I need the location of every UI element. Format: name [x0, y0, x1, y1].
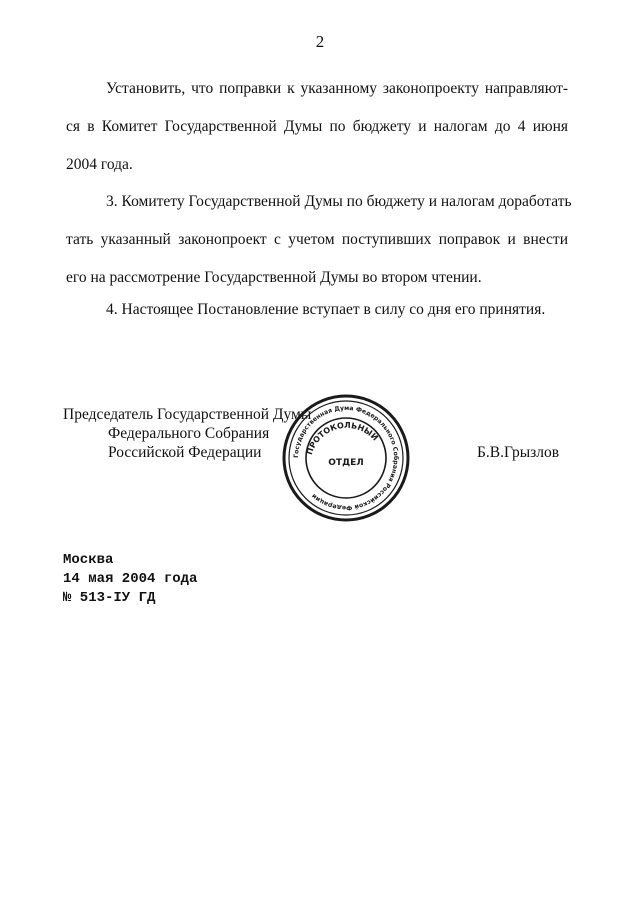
p2-line-3: его на рассмотрение Государственной Думы во втором чтении. — [66, 269, 482, 286]
footer-number: № 513-IУ ГД — [63, 590, 156, 606]
p2-line-1: 3. Комитету Государственной Думы по бюджету и налогам доработать — [106, 193, 572, 210]
seal-outer-text: Государственная Дума Федерального Собрания Российской Федерации — [292, 404, 400, 512]
paragraph-line: 4. Настоящее Постановление вступает в силу со дня его принятия. — [106, 301, 546, 318]
seal-inner-text-1: ПРОТОКОЛЬНЫЙ — [304, 420, 380, 456]
signature-title-line-2: Федерального Собрания — [108, 425, 270, 442]
p2-line-2: тать указанный законопроект с учетом поступивших поправок и внести — [66, 231, 568, 248]
paragraph-line — [66, 269, 568, 287]
seal-inner-text-2: ОТДЕЛ — [328, 458, 364, 468]
paragraph-line: ся в Комитет Государственной Думы по бюджету и налогам до 4 июня — [66, 118, 568, 135]
paragraph-line: 2004 года. — [66, 156, 133, 173]
signer-name: Б.В.Грызлов — [477, 444, 560, 461]
paragraph-item-3 — [66, 193, 572, 293]
signature-title-line-1: Председатель Государственной Думы — [63, 406, 312, 423]
footer-date: 14 мая 2004 года — [63, 571, 198, 587]
paragraph-line — [66, 231, 568, 249]
paragraph-amendments — [66, 80, 568, 180]
footer-city: Москва — [63, 552, 114, 568]
official-seal-icon — [281, 393, 411, 523]
page-number: 2 — [315, 32, 325, 51]
paragraph-line — [106, 193, 572, 211]
paragraph-item-4 — [66, 301, 568, 325]
signature-title-line-3: Российской Федерации — [108, 444, 262, 461]
paragraph-line: Установить, что поправки к указанному законопроекту направляют- — [106, 80, 568, 97]
